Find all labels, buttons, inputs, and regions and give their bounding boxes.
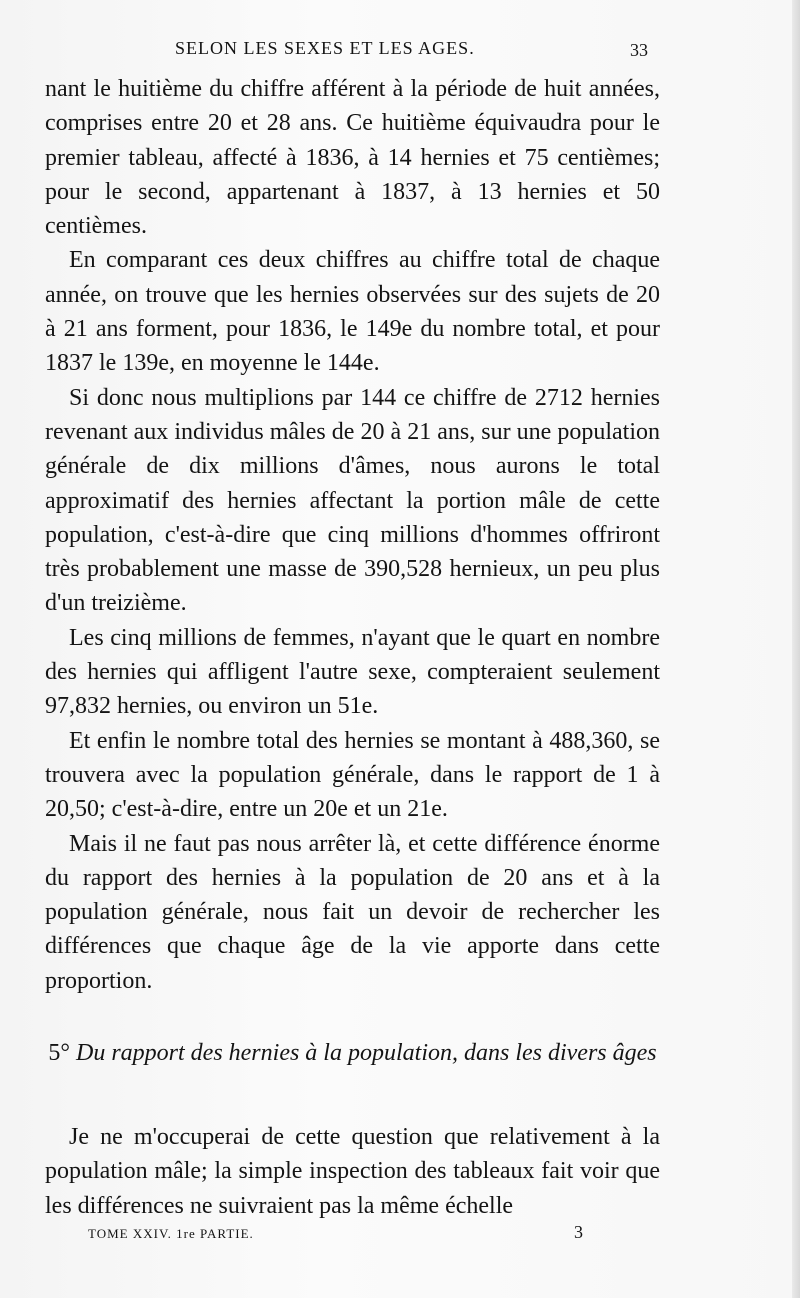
page-edge-shadow [792,0,800,1298]
paragraph-7: Je ne m'occuperai de cette question que relativement à la population mâle; la simple inspection des tableaux fait voir que les différences ne suivraient pas la même échelle [45,1124,660,1219]
body-text-top [45,72,660,998]
page-number: 33 [630,40,648,60]
section-heading [45,1036,660,1070]
paragraph-4: Les cinq millions de femmes, n'ayant que le quart en nombre des hernies qui affligent l'autre sexe, compteraient seulement 97,832 hernies, ou environ un 51e. [45,624,660,720]
body-text-bottom [45,1120,660,1223]
paragraph-6: Mais il ne faut pas nous arrêter là, et cette différence énorme du rapport des hernies à la population de 20 ans et à la population générale, nous fait un devoir de rechercher les différences que chaque âge de la vie apporte dans cette proportion. [45,830,660,994]
running-head: SELON LES SEXES ET LES AGES. [175,38,475,58]
section-number: 5° [48,1040,70,1066]
section-title: Du rapport des hernies à la population, dans les divers âges [75,1040,657,1066]
signature-mark: TOME XXIV. 1re PARTIE. [88,1226,254,1241]
paragraph-3: Si donc nous multiplions par 144 ce chiffre de 2712 hernies revenant aux individus mâles de 20 à 21 ans, sur une population générale de dix millions d'âmes, nous aurons le total approximatif des hernies affectant la portion mâle de cette population, c'est-à-dire que cinq millions d'hommes offriront très probablement une masse de 390,528 hernieux, un peu plus d'un treizième. [45,384,660,617]
paragraph-5: Et enfin le nombre total des hernies se montant à 488,360, se trouvera avec la population générale, dans le rapport de 1 à 20,50; c'est-à-dire, entre un 20e et un 21e. [45,727,660,823]
paragraph-1: nant le huitième du chiffre afférent à la période de huit années, comprises entre 20 et 28 ans. Ce huitième équivaudra pour le premier tableau, affecté à 1836, à 14 hernies et 75 centièmes; pour le second, appartenant à 1837, à 13 hernies et 50 centièmes. [45,76,660,240]
paragraph-2: En comparant ces deux chiffres au chiffre total de chaque année, on trouve que les hernies observées sur des sujets de 20 à 21 ans forment, pour 1836, le 149e du nombre total, et pour 1837 le 139e, en moyenne le 144e. [45,247,660,377]
sheet-number: 3 [574,1222,583,1242]
